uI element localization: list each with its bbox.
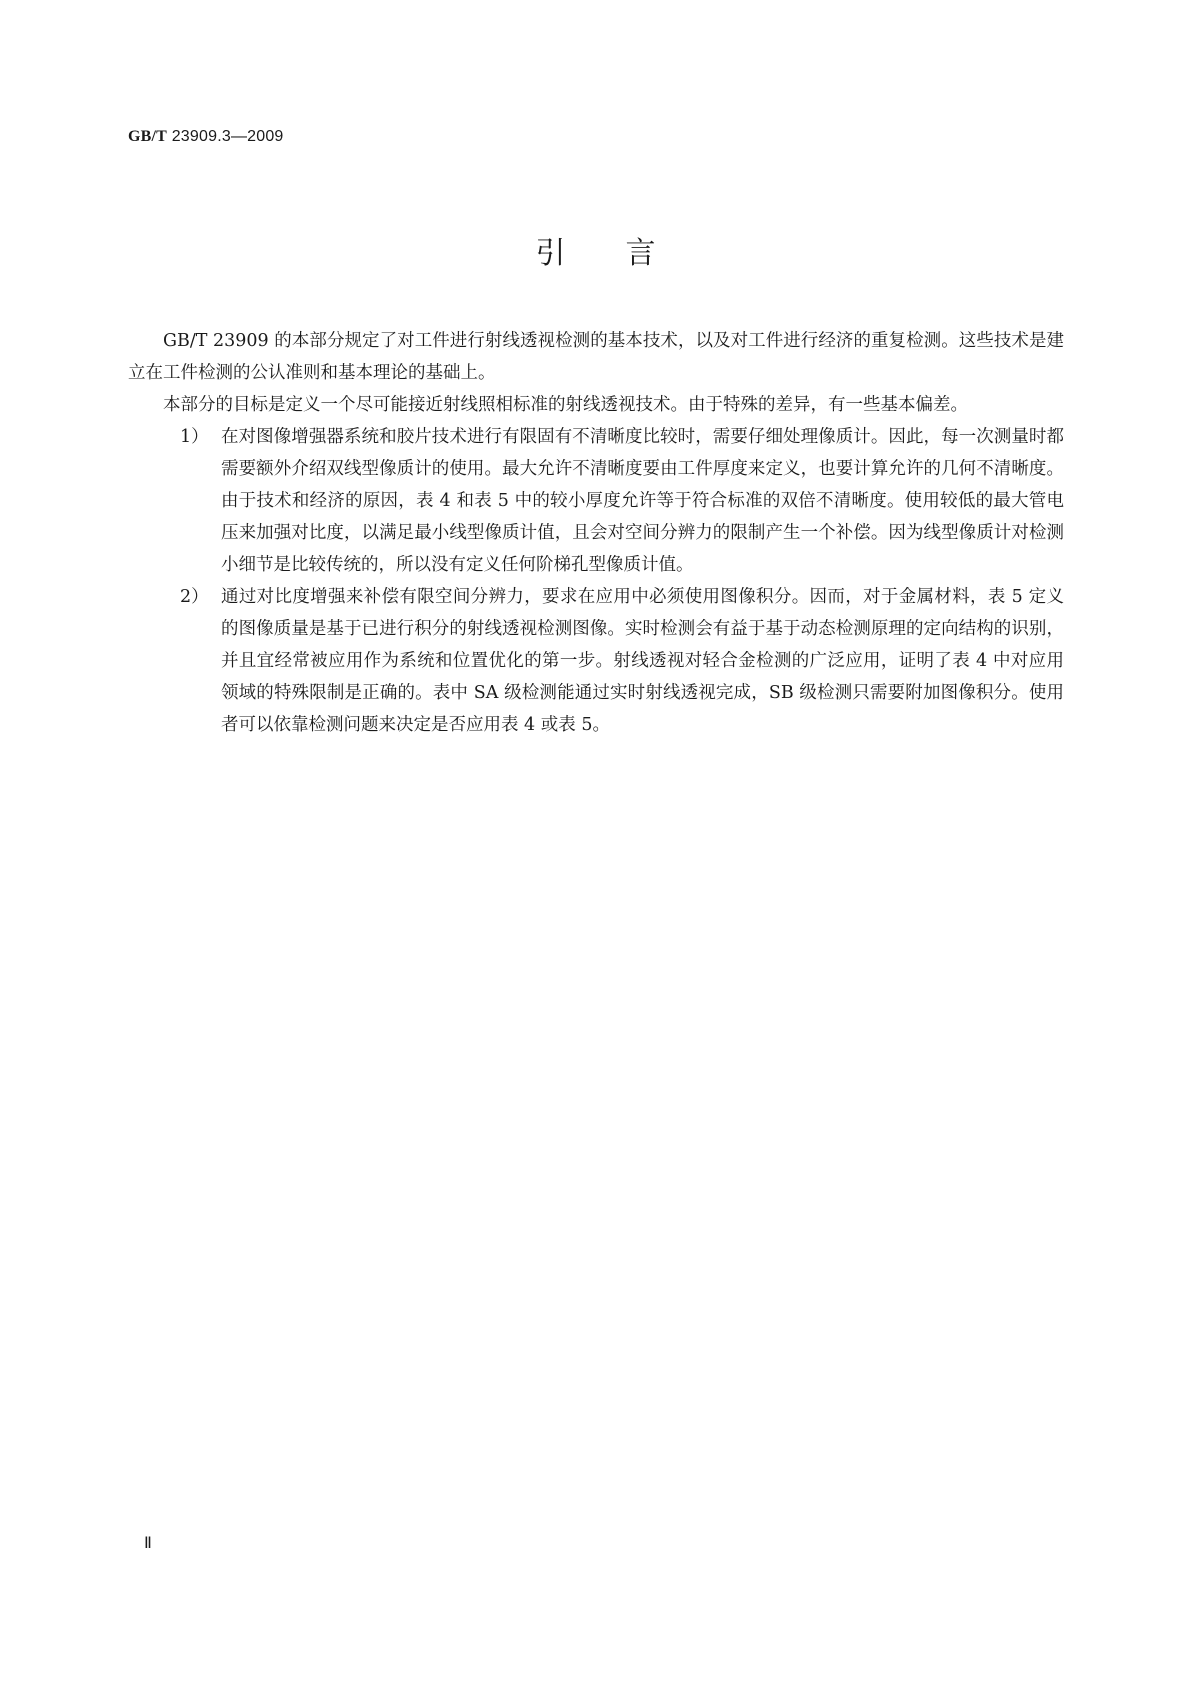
- standard-prefix: GB/T: [128, 128, 168, 145]
- document-body: [128, 325, 1064, 741]
- standard-header: [128, 128, 284, 146]
- paragraph: 本部分的目标是定义一个尽可能接近射线照相标准的射线透视技术。由于特殊的差异，有一些基本偏差。: [163, 395, 968, 415]
- list-item-text: 通过对比度增强来补偿有限空间分辨力，要求在应用中必须使用图像积分。因而，对于金属材料，表 5 定义的图像质量是基于已进行积分的射线透视检测图像。实时检测会有益于基于动态检测原理的定向结构的识别，并且宜经常被应用作为系统和位置优化的第一步。射线透视对轻合金检测的广泛应用，证明了表 4 中对应用领域的特殊限制是正确的。表中 SA 级检测能通过实时射线透视完成，SB 级检测只需要附加图像积分。使用者可以依靠检测问题来决定是否应用表 4 或表 5。: [221, 587, 1064, 735]
- list-item: [128, 421, 1064, 581]
- page-number: Ⅱ: [144, 1535, 152, 1552]
- list-item-number: 1）: [180, 427, 209, 447]
- list-item-text: 在对图像增强器系统和胶片技术进行有限固有不清晰度比较时，需要仔细处理像质计。因此，每一次测量时都需要额外介绍双线型像质计的使用。最大允许不清晰度要由工件厚度来定义，也要计算允许的几何不清晰度。由于技术和经济的原因，表 4 和表 5 中的较小厚度允许等于符合标准的双倍不清晰度。使用较低的最大管电压来加强对比度，以满足最小线型像质计值，且会对空间分辨力的限制产生一个补偿。因为线型像质计对检测小细节是比较传统的，所以没有定义任何阶梯孔型像质计值。: [221, 427, 1064, 575]
- section-title: 引言: [535, 236, 716, 271]
- paragraph: GB/T 23909 的本部分规定了对工件进行射线透视检测的基本技术，以及对工件进行经济的重复检测。这些技术是建立在工件检测的公认准则和基本理论的基础上。: [128, 331, 1064, 383]
- standard-number: 23909.3—2009: [171, 128, 284, 145]
- list-item-number: 2）: [180, 587, 209, 607]
- list-item: [128, 581, 1064, 741]
